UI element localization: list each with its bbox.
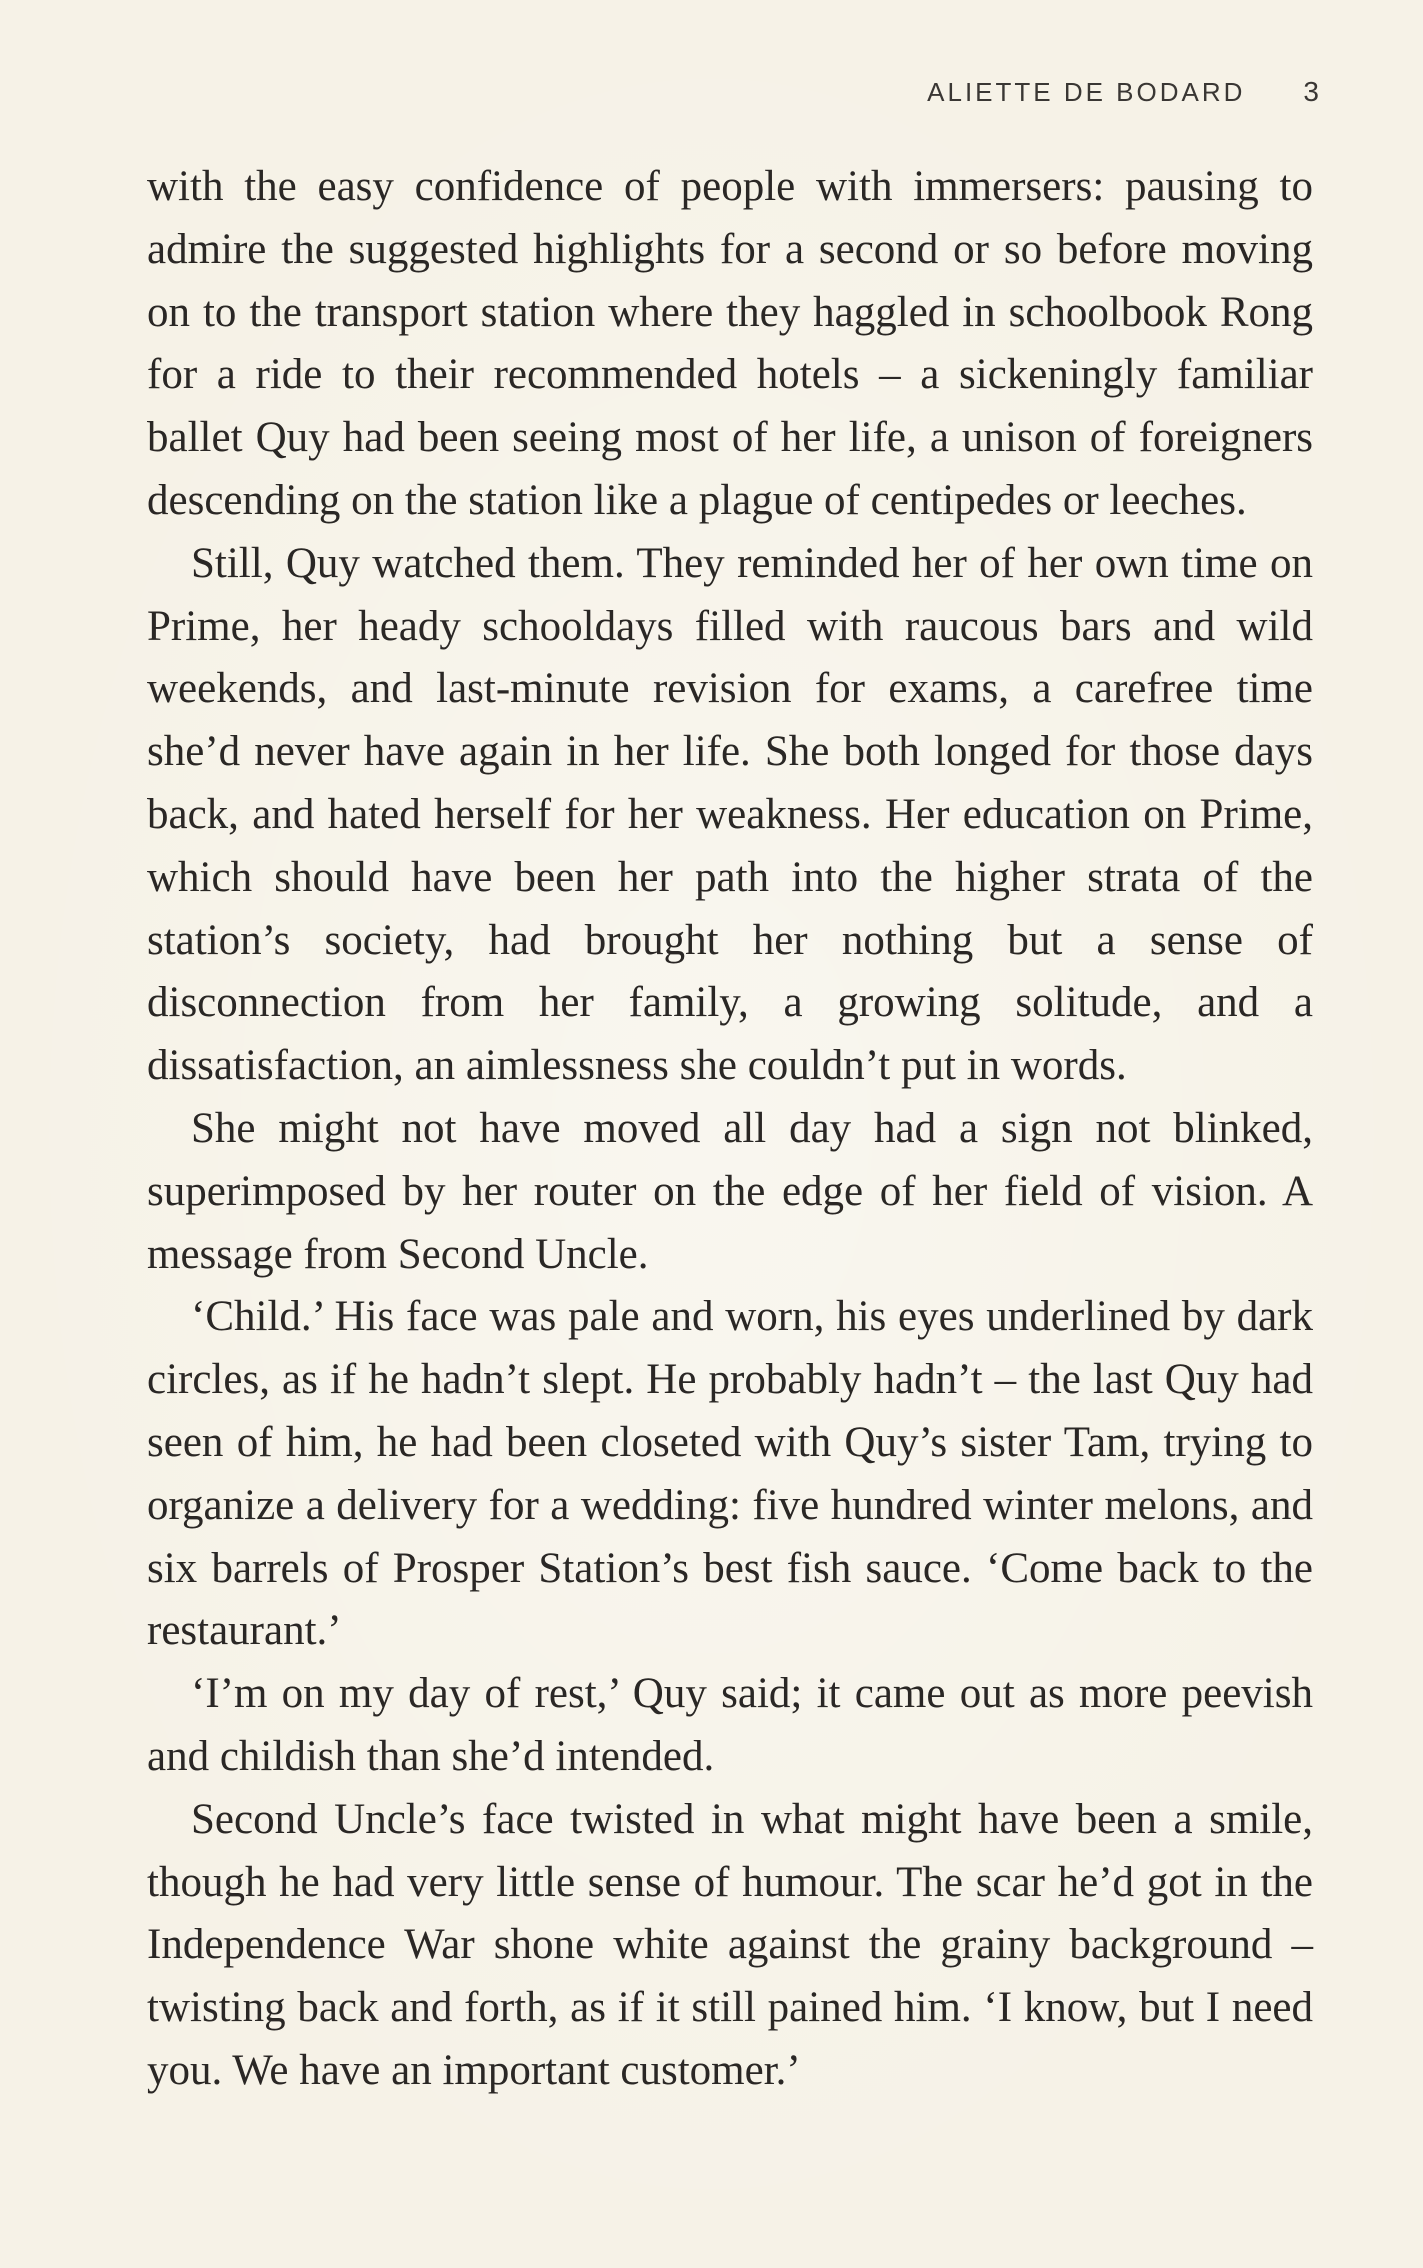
paragraph-2: Still, Quy watched them. They reminded her of her own time on Prime, her heady schooldays filled with raucous bars and wild weekends, and last-minute revision for exams, a carefree time she’d never have again in her life. She both longed for those days back, and hated herself for her weakness. Her education on Prime, which should have been her path into the higher strata of the station’s society, had brought her nothing but a sense of disconnection from her family, a growing solitude, and a dissatisfaction, an aimlessness she couldn’t put in words. xyxy=(147,539,1313,1090)
page-number: 3 xyxy=(1303,76,1319,107)
running-head-author: ALIETTE DE BODARD xyxy=(927,77,1246,107)
paragraph-4: ‘Child.’ His face was pale and worn, his eyes underlined by dark circles, as if he hadn’t slept. He probably hadn’t – the last Quy had seen of him, he had been closeted with Quy’s sister Tam, trying to organize a delivery for a wedding: five hundred winter melons, and six barrels of Prosper Station’s best fish sauce. ‘Come back to the restaurant.’ xyxy=(147,1293,1313,1655)
running-header xyxy=(927,76,1319,108)
body-text xyxy=(147,156,1313,2103)
paragraph-3: She might not have moved all day had a sign not blinked, superimposed by her router on the edge of her field of vision. A message from Second Uncle. xyxy=(147,1104,1313,1278)
paragraph-6: Second Uncle’s face twisted in what might have been a smile, though he had very little sense of humour. The scar he’d got in the Independence War shone white against the grainy background – twisting back and forth, as if it still pained him. ‘I know, but I need you. We have an important customer.’ xyxy=(147,1795,1313,2094)
paragraph-5: ‘I’m on my day of rest,’ Quy said; it came out as more peevish and childish than she’d intended. xyxy=(147,1670,1313,1780)
paragraph-1: with the easy confidence of people with immersers: pausing to admire the suggested highlights for a second or so before moving on to the transport station where they haggled in schoolbook Rong for a ride to their recommended hotels – a sickeningly familiar ballet Quy had been seeing most of her life, a unison of foreigners descending on the station like a plague of centipedes or leeches. xyxy=(147,163,1313,524)
